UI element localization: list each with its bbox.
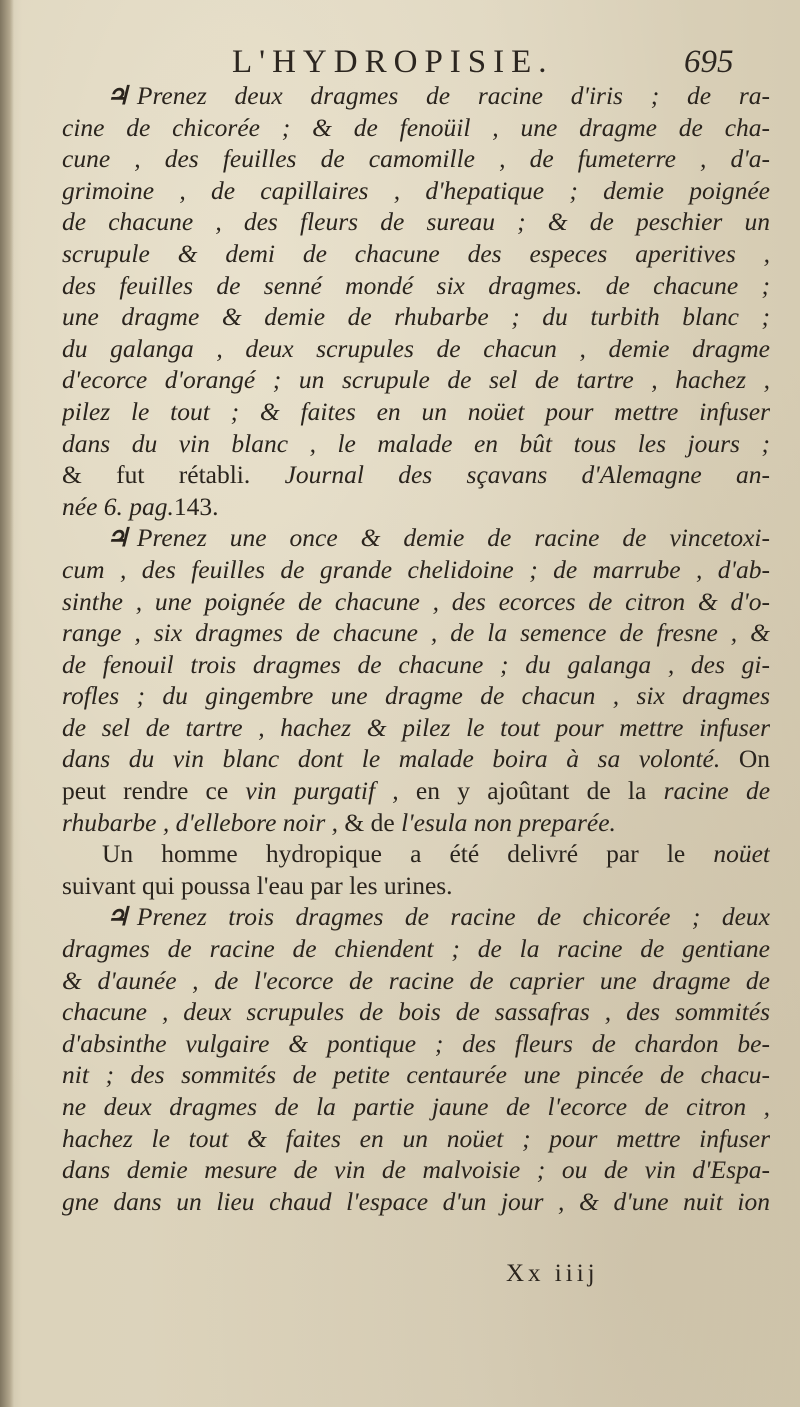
text-line: gne dans un lieu chaud l'espace d'un jour , & d'une nuit ion xyxy=(62,1186,770,1216)
recipe-symbol-icon: ♃ xyxy=(106,81,129,110)
text-line: ne deux dragmes de la partie jaune de l'ecorce de citron , xyxy=(62,1092,770,1121)
line-text-roman: 143. xyxy=(173,491,219,521)
text-line: sinthe , une poignée de chacune , des ecorces de citron & d'o- xyxy=(62,586,770,616)
text-line xyxy=(62,522,770,554)
line-text-roman: On xyxy=(738,744,770,774)
text-line xyxy=(62,807,770,839)
text-line xyxy=(62,80,770,112)
line-text-roman: & de xyxy=(344,807,395,837)
text-line xyxy=(62,491,770,523)
text-line: pilez le tout ; & faites en un noüet pour mettre infuser xyxy=(62,396,770,426)
text-line: hachez le tout & faites en un noüet ; pour mettre infuser xyxy=(62,1123,770,1153)
line-text: vin purgatif , xyxy=(245,776,399,806)
line-text-roman: peut rendre ce xyxy=(62,776,229,806)
citation-text: Journal des sçavans d'Alemagne an- xyxy=(284,460,770,490)
text-line: grimoine , de capillaires , d'hepatique ; demie poignée xyxy=(62,175,770,205)
text-line: & d'aunée , de l'ecorce de racine de caprier une dragme de xyxy=(62,965,770,995)
signature-mark: Xx iiij xyxy=(506,1260,599,1287)
text-line: suivant qui poussa l'eau par les urines. xyxy=(62,870,453,900)
text-line: cum , des feuilles de grande chelidoine ; de marrube , d'ab- xyxy=(62,554,770,584)
page-footer xyxy=(0,1260,800,1300)
recipe-symbol-icon: ♃ xyxy=(106,523,129,553)
line-text: Prenez deux dragmes de racine d'iris ; de ra- xyxy=(136,81,770,110)
line-text-roman: en y ajoûtant de la xyxy=(415,776,647,806)
recipe-paragraph-1 xyxy=(62,80,770,522)
page-number: 695 xyxy=(684,44,734,80)
text-line: cune , des feuilles de camomille , de fumeterre , d'a- xyxy=(62,144,770,174)
recipe-symbol-icon: ♃ xyxy=(106,902,129,932)
line-text: l'esula non preparée. xyxy=(401,807,616,837)
text-line: de chacune , des fleurs de sureau ; & de peschier un xyxy=(62,207,770,237)
running-title: L'HYDROPISIE. xyxy=(232,44,554,80)
line-text-roman: & fut rétabli. xyxy=(62,460,251,490)
narrative-paragraph xyxy=(62,838,770,901)
text-line: chacune , deux scrupules de bois de sassafras , des sommités xyxy=(62,997,770,1027)
recipe-paragraph-3 xyxy=(62,901,770,1217)
text-line: range , six dragmes de chacune , de la semence de fresne , & xyxy=(62,618,770,648)
line-text: Prenez une once & demie de racine de vincetoxi- xyxy=(136,523,770,553)
text-line: d'ecorce d'orangé ; un scrupule de sel de tartre , hachez , xyxy=(62,365,770,395)
text-line: une dragme & demie de rhubarbe ; du turbith blanc ; xyxy=(62,302,770,332)
line-text-roman: Un homme hydropique a été delivré par le xyxy=(102,839,686,869)
recipe-paragraph-2 xyxy=(62,522,770,838)
text-line: du galanga , deux scrupules de chacun , demie dragme xyxy=(62,333,770,363)
text-line xyxy=(62,775,770,807)
line-text: dans du vin blanc dont le malade boira à sa volonté. xyxy=(62,744,721,774)
text-line: scrupule & demi de chacune des especes aperitives , xyxy=(62,238,770,268)
text-line xyxy=(62,901,770,933)
text-line: de sel de tartre , hachez & pilez le tout pour mettre infuser xyxy=(62,712,770,742)
text-line xyxy=(62,838,770,870)
text-line: cine de chicorée ; & de fenoüil , une dragme de cha- xyxy=(62,112,770,142)
citation-text: née 6. pag. xyxy=(62,491,174,521)
text-line: nit ; des sommités de petite centaurée une pincée de chacu- xyxy=(62,1060,770,1090)
text-line: dragmes de racine de chiendent ; de la racine de gentiane xyxy=(62,934,770,964)
page-binding-edge xyxy=(0,0,14,1407)
text-line: dans du vin blanc , le malade en bût tous les jours ; xyxy=(62,428,770,458)
text-line: dans demie mesure de vin de malvoisie ; ou de vin d'Espa- xyxy=(62,1155,770,1185)
text-line: des feuilles de senné mondé six dragmes. de chacune ; xyxy=(62,270,770,300)
line-text: Prenez trois dragmes de racine de chicorée ; deux xyxy=(136,902,770,932)
line-text: noüet xyxy=(713,839,770,869)
body-text xyxy=(62,80,770,1217)
text-line: d'absinthe vulgaire & pontique ; des fleurs de chardon be- xyxy=(62,1028,770,1058)
text-line xyxy=(62,459,770,491)
line-text: racine de xyxy=(663,776,770,806)
text-line xyxy=(62,743,770,775)
text-line: de fenouil trois dragmes de chacune ; du galanga , des gi- xyxy=(62,649,770,679)
text-line: rofles ; du gingembre une dragme de chacun , six dragmes xyxy=(62,681,770,711)
line-text: rhubarbe , d'ellebore noir , xyxy=(62,807,339,837)
